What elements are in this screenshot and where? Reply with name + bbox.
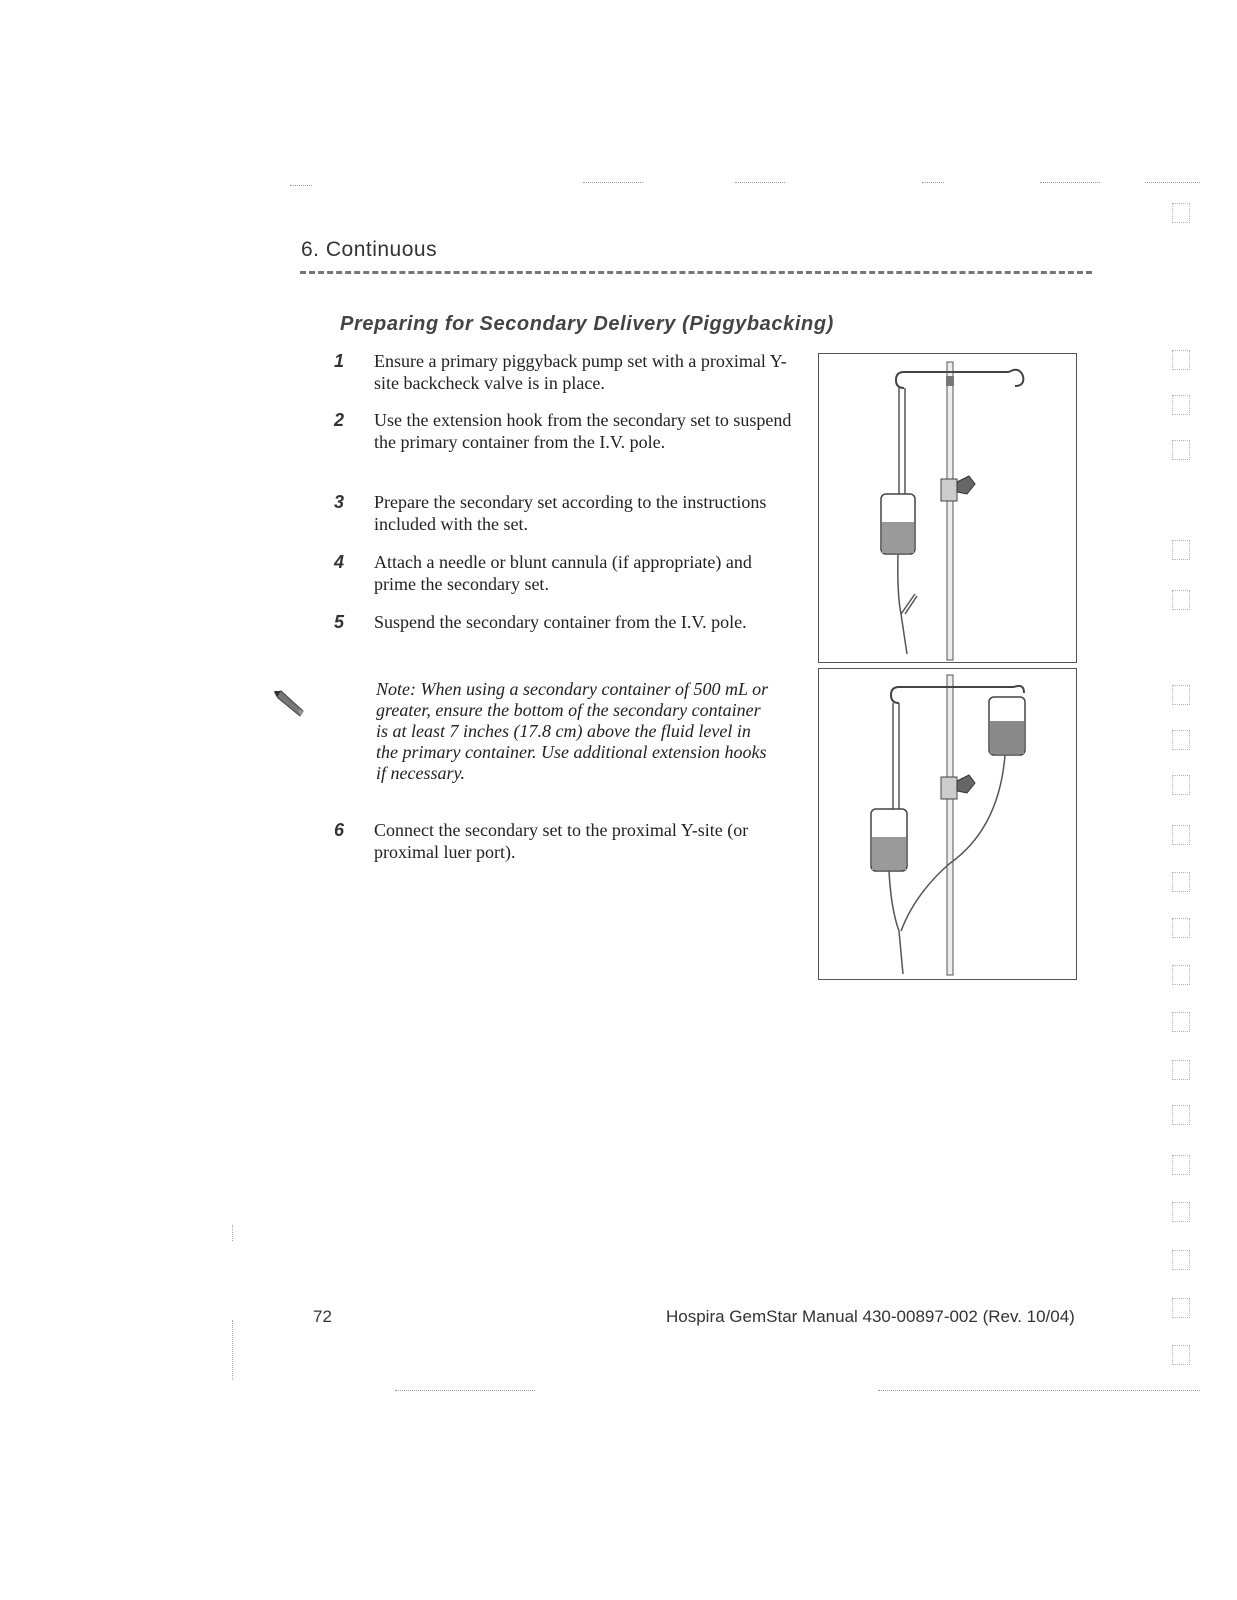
edge-glyph: [1172, 775, 1190, 795]
step-number: 5: [334, 612, 345, 632]
edge-glyph: [1172, 872, 1190, 892]
scan-mark: [1145, 182, 1200, 183]
edge-glyph: [1172, 1298, 1190, 1318]
step-number: 3: [334, 492, 345, 512]
edge-glyph: [1172, 1202, 1190, 1222]
footer-manual-title: Hospira GemStar Manual 430-00897-002 (Rev. 10/04): [666, 1307, 1075, 1326]
section-title: Preparing for Secondary Delivery (Piggybacking): [340, 313, 834, 335]
note-text: Note: When using a secondary container of 500 mL or greater, ensure the bottom of the secondary container is at least 7 inches (17.8 cm) above the fluid level in the primary container. Use additional extension hooks if necessary.: [376, 679, 769, 783]
scan-mark: [290, 185, 312, 186]
pencil-icon: [272, 689, 306, 724]
scan-mark: [232, 1320, 233, 1380]
scan-mark: [232, 1225, 233, 1241]
edge-glyph: [1172, 1060, 1190, 1080]
edge-glyph: [1172, 590, 1190, 610]
iv-pole-piggyback-figure: [818, 668, 1077, 980]
step-number: 1: [334, 351, 345, 371]
iv-piggyback-icon: [819, 669, 1076, 979]
scan-mark: [735, 182, 785, 183]
edge-glyph: [1172, 540, 1190, 560]
chapter-heading: 6. Continuous: [301, 238, 438, 261]
edge-glyph: [1172, 1105, 1190, 1125]
edge-glyph: [1172, 1155, 1190, 1175]
step-text: Connect the secondary set to the proximal Y-site (or proximal luer port).: [374, 820, 749, 862]
edge-glyph: [1172, 825, 1190, 845]
edge-glyph: [1172, 730, 1190, 750]
header-rule: [300, 271, 1092, 274]
step-number: 4: [334, 552, 345, 572]
edge-glyph: [1172, 685, 1190, 705]
edge-glyph: [1172, 1250, 1190, 1270]
step-text: Ensure a primary piggyback pump set with a proximal Y-site backcheck valve is in place.: [374, 351, 787, 393]
page-number: 72: [313, 1307, 332, 1326]
edge-glyph: [1172, 1345, 1190, 1365]
step-text: Use the extension hook from the secondary set to suspend the primary container from the I.V. pole.: [374, 410, 792, 452]
edge-glyph: [1172, 918, 1190, 938]
iv-pole-primary-figure: [818, 353, 1077, 663]
scan-mark: [922, 182, 944, 183]
edge-glyph: [1172, 203, 1190, 223]
step-number: 6: [334, 820, 345, 840]
iv-pole-icon: [819, 354, 1076, 662]
step-text: Prepare the secondary set according to the instructions included with the set.: [374, 492, 767, 534]
scan-mark: [878, 1390, 1200, 1391]
edge-glyph: [1172, 395, 1190, 415]
step-number: 2: [334, 410, 345, 430]
scan-mark: [1040, 182, 1100, 183]
scan-mark: [583, 182, 643, 183]
edge-glyph: [1172, 440, 1190, 460]
step-text: Suspend the secondary container from the I.V. pole.: [374, 612, 747, 632]
edge-glyph: [1172, 965, 1190, 985]
edge-glyph: [1172, 350, 1190, 370]
step-text: Attach a needle or blunt cannula (if appropriate) and prime the secondary set.: [374, 552, 752, 594]
scan-mark: [395, 1390, 535, 1391]
edge-glyph: [1172, 1012, 1190, 1032]
